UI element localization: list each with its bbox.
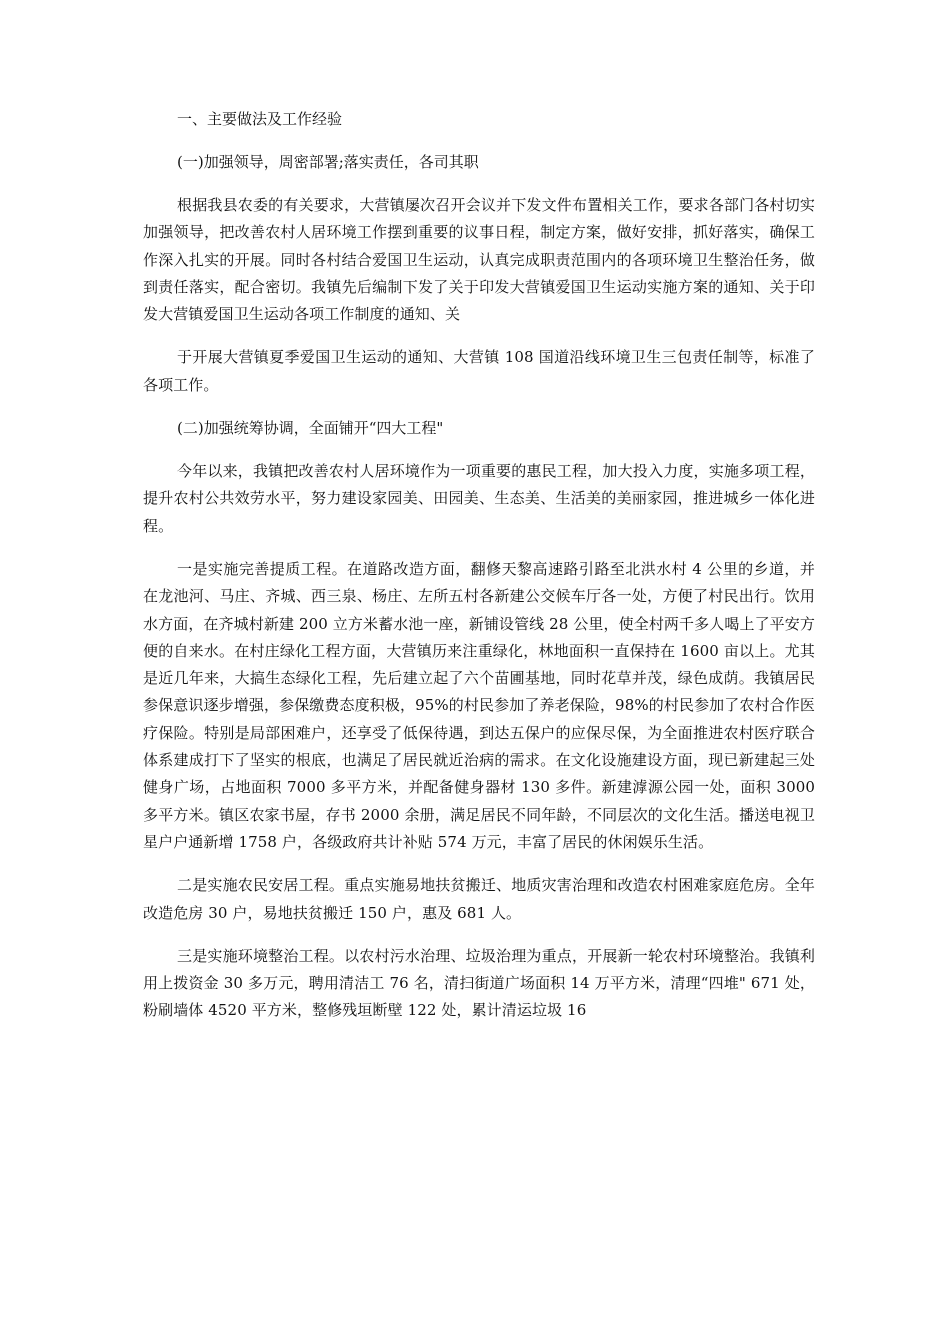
paragraph-2: 于开展大营镇夏季爱国卫生运动的通知、大营镇 108 国道沿线环境卫生三包责任制等，标准了各项工作。 [143,348,815,394]
subsection-heading-2: (二)加强统筹协调，全面铺开“四大工程" [177,419,444,438]
paragraph-1: 根据我县农委的有关要求，大营镇屡次召开会议并下发文件布置相关工作，要求各部门各村切实加强领导，把改善农村人居环境工作摆到重要的议事日程，制定方案，做好安排，抓好落实，确保工作深入扎实的开展。同时各村结合爱国卫生运动，认真完成职责范围内的各项环境卫生整治任务，做到责任落实，配合密切。我镇先后编制下发了关于印发大营镇爱国卫生运动实施方案的通知、关于印发大营镇爱国卫生运动各项工作制度的通知、关 [143,196,815,324]
subsection-heading-1: (一)加强领导，周密部署;落实责任，各司其职 [177,153,479,171]
paragraph-5: 二是实施农民安居工程。重点实施易地扶贫搬迁、地质灾害治理和改造农村困难家庭危房。全年改造危房 30 户，易地扶贫搬迁 150 户，惠及 681 人。 [143,876,815,922]
paragraph-3: 今年以来，我镇把改善农村人居环境作为一项重要的惠民工程，加大投入力度，实施多项工程，提升农村公共效劳水平，努力建设家园美、田园美、生态美、生活美的美丽家园，推进城乡一体化进程。 [143,462,815,535]
document-page [143,106,815,1041]
paragraph-6: 三是实施环境整治工程。以农村污水治理、垃圾治理为重点，开展新一轮农村环境整治。我镇利用上拨资金 30 多万元，聘用清洁工 76 名，清扫街道广场面积 14 万平方米，清理“四堆" 671 处，粉刷墙体 4520 平方米，整修残垣断壁 122 处，累计清运垃圾 16 [143,946,815,1020]
section-heading: 一、主要做法及工作经验 [177,110,343,128]
paragraph-4: 一是实施完善提质工程。在道路改造方面，翻修天黎高速路引路至北洪水村 4 公里的乡道，并在龙池河、马庄、齐城、西三泉、杨庄、左所五村各新建公交候车厅各一处，方便了村民出行。饮用水方面，在齐城村新建 200 立方米蓄水池一座，新铺设管线 28 公里，使全村两千多人喝上了平安方便的自来水。在村庄绿化工程方面，大营镇历来注重绿化，林地面积一直保持在 1600 亩以上。尤其是近几年来，大搞生态绿化工程，先后建立起了六个苗圃基地，同时花草并茂，绿色成荫。我镇居民参保意识逐步增强，参保缴费态度积极，95%的村民参加了养老保险，98%的村民参加了农村合作医疗保险。特别是局部困难户，还享受了低保待遇，到达五保户的应保尽保，为全面推进农村医疗联合体系建成打下了坚实的根底，也满足了居民就近治病的需求。在文化设施建设方面，现已新建起三处健身广场，占地面积 7000 多平方米，并配备健身器材 130 多件。新建滹源公园一处，面积 3000 多平方米。镇区农家书屋，存书 2000 余册，满足居民不同年龄，不同层次的文化生活。播送电视卫星户户通新增 1758 户，各级政府共计补贴 574 万元，丰富了居民的休闲娱乐生活。 [143,559,815,851]
